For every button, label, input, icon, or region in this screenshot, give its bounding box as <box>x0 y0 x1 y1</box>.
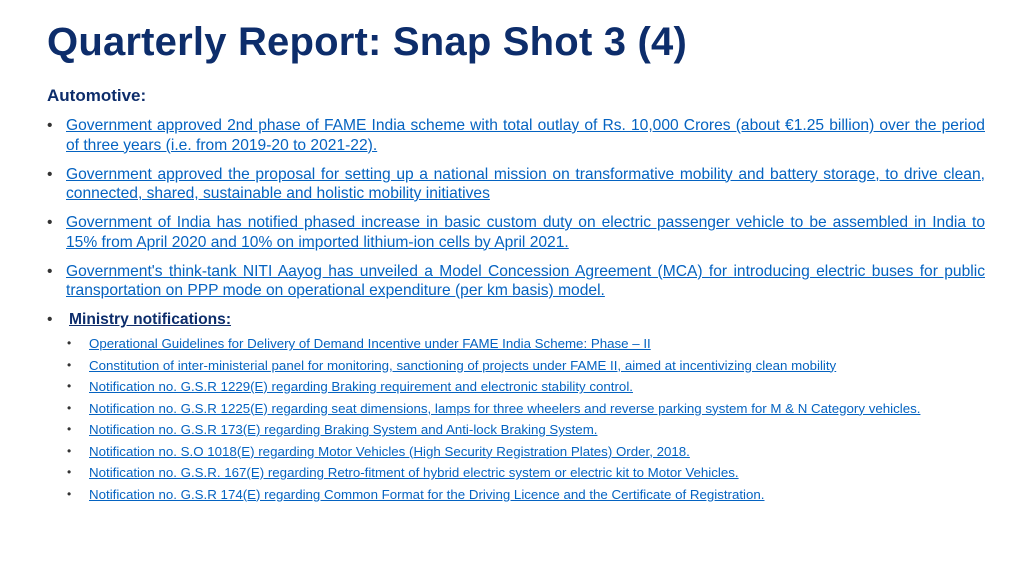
bullet-item <box>47 213 985 252</box>
bullet-link-custom-duty[interactable]: Government of India has notified phased increase in basic custom duty on electric passenger vehicle to be assembled in India to 15% from April 2020 and 10% on imported lithium-ion cells by April 2021. <box>66 214 985 251</box>
notification-item <box>65 444 985 460</box>
notification-item <box>65 465 985 481</box>
ministry-notifications-heading: Ministry notifications: <box>69 311 232 328</box>
bullet-link-national-mission[interactable]: Government approved the proposal for setting up a national mission on transformative mobility and battery storage, to drive clean, connected, shared, sustainable and holistic mobility initiatives <box>66 165 985 202</box>
notification-link[interactable]: Notification no. S.O 1018(E) regarding Motor Vehicles (High Security Registration Plates) Order, 2018. <box>89 443 690 459</box>
section-heading-automotive: Automotive: <box>47 86 147 105</box>
notification-link[interactable]: Notification no. G.S.R 1229(E) regarding Braking requirement and electronic stability control. <box>89 379 633 394</box>
notification-item <box>65 487 985 503</box>
bullet-item <box>47 262 985 301</box>
notification-link[interactable]: Notification no. G.S.R 1225(E) regarding seat dimensions, lamps for three wheelers and reverse parking system for M & N Category vehicles. <box>89 400 921 416</box>
notification-item <box>65 358 985 374</box>
automotive-bullet-list <box>47 116 985 336</box>
ministry-notifications-list <box>65 336 985 508</box>
bullet-item <box>47 165 985 204</box>
notification-item <box>65 422 985 438</box>
page-title: Quarterly Report: Snap Shot 3 (4) <box>47 20 688 64</box>
bullet-item <box>47 116 985 155</box>
notification-link[interactable]: Notification no. G.S.R 174(E) regarding Common Format for the Driving Licence and the Certificate of Registration. <box>89 486 765 502</box>
notification-link[interactable]: Operational Guidelines for Delivery of Demand Incentive under FAME India Scheme: Phase – II <box>89 336 651 351</box>
notification-link[interactable]: Notification no. G.S.R. 167(E) regarding Retro-fitment of hybrid electric system or electric kit to Motor Vehicles. <box>89 465 739 480</box>
notification-item <box>65 379 985 395</box>
bullet-link-fame-phase-2[interactable]: Government approved 2nd phase of FAME India scheme with total outlay of Rs. 10,000 Crores (about €1.25 billion) over the period of three years (i.e. from 2019-20 to 2021-22). <box>66 117 985 154</box>
notification-item <box>65 336 985 352</box>
notification-item <box>65 401 985 417</box>
ministry-notifications-section <box>47 310 985 330</box>
bullet-link-niti-aayog-mca[interactable]: Government's think-tank NITI Aayog has unveiled a Model Concession Agreement (MCA) for introducing electric buses for public transportation on PPP mode on operational expenditure (per km basis) model. <box>66 262 985 299</box>
notification-link[interactable]: Constitution of inter-ministerial panel for monitoring, sanctioning of projects under FAME II, aimed at incentivizing clean mobility <box>89 357 837 373</box>
notification-link[interactable]: Notification no. G.S.R 173(E) regarding Braking System and Anti-lock Braking System. <box>89 422 598 437</box>
